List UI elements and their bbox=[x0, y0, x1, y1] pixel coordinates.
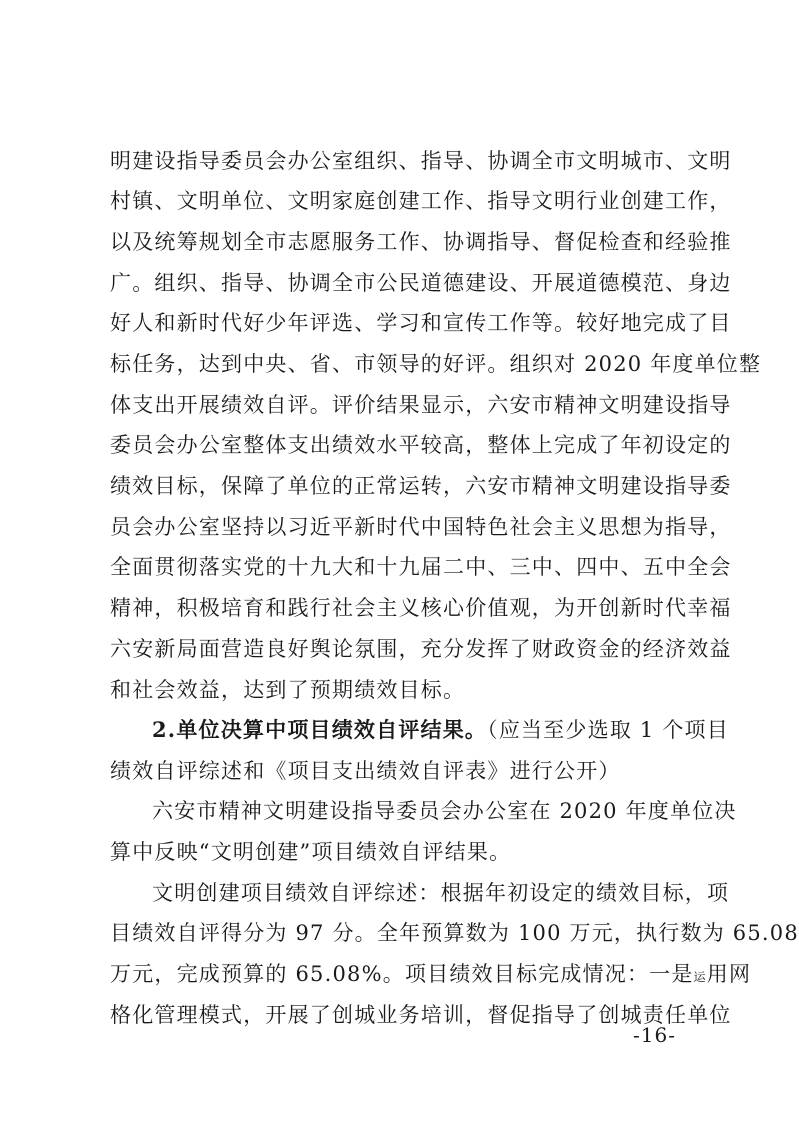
body-text-line: 村镇、文明单位、文明家庭创建工作、指导文明行业创建工作， bbox=[110, 189, 732, 213]
section-heading-title: 2.单位决算中项目绩效自评结果。 bbox=[152, 717, 488, 742]
paragraph-text-segment: 万元，完成预算的 65.08%。项目绩效目标完成情况：一是 bbox=[110, 962, 694, 986]
body-text-line: 好人和新时代好少年评选、学习和宣传工作等。较好地完成了目 bbox=[110, 311, 732, 335]
body-text-line: 体支出开展绩效自评。评价结果显示，六安市精神文明建设指导 bbox=[110, 393, 732, 417]
body-text-line: 广。组织、指导、协调全市公民道德建设、开展道德模范、身边 bbox=[110, 271, 732, 295]
section-heading bbox=[152, 712, 729, 748]
paragraph-text-line bbox=[110, 956, 752, 992]
paragraph-text-line: 文明创建项目绩效自评综述：根据年初设定的绩效目标，项 bbox=[152, 881, 730, 905]
section-heading-note-line: 绩效自评综述和《项目支出绩效自评表》进行公开） bbox=[110, 759, 621, 783]
body-text-line: 全面贯彻落实党的十九大和十九届二中、三中、四中、五中全会 bbox=[110, 555, 732, 579]
body-text-line: 精神，积极培育和践行社会主义核心价值观，为开创新时代幸福 bbox=[110, 596, 732, 620]
body-text-line: 标任务，达到中央、省、市领导的好评。组织对 2020 年度单位整 bbox=[110, 352, 762, 376]
section-heading-note: （应当至少选取 1 个项目 bbox=[487, 718, 729, 742]
paragraph-text-line: 格化管理模式，开展了创城业务培训，督促指导了创城责任单位 bbox=[110, 1003, 732, 1027]
paragraph-text-line: 目绩效自评得分为 97 分。全年预算数为 100 万元，执行数为 65.08 bbox=[110, 921, 799, 945]
paragraph-text-line: 算中反映“文明创建”项目绩效自评结果。 bbox=[110, 840, 512, 864]
body-text-line: 以及统筹规划全市志愿服务工作、协调指导、督促检查和经验推 bbox=[110, 230, 732, 254]
body-text-line: 委员会办公室整体支出绩效水平较高，整体上完成了年初设定的 bbox=[110, 433, 732, 457]
paragraph-text-line: 六安市精神文明建设指导委员会办公室在 2020 年度单位决 bbox=[152, 799, 737, 823]
paragraph-small-char: 运 bbox=[693, 970, 707, 984]
body-text-line: 明建设指导委员会办公室组织、指导、协调全市文明城市、文明 bbox=[110, 149, 732, 173]
body-text-line: 员会办公室坚持以习近平新时代中国特色社会主义思想为指导， bbox=[110, 515, 732, 539]
body-text-line: 六安新局面营造良好舆论氛围，充分发挥了财政资金的经济效益 bbox=[110, 637, 732, 661]
body-text-line: 和社会效益，达到了预期绩效目标。 bbox=[110, 678, 466, 702]
body-text-line: 绩效目标，保障了单位的正常运转，六安市精神文明建设指导委 bbox=[110, 474, 732, 498]
paragraph-text-segment: 用网 bbox=[706, 962, 752, 986]
page-number: -16- bbox=[633, 1023, 676, 1047]
